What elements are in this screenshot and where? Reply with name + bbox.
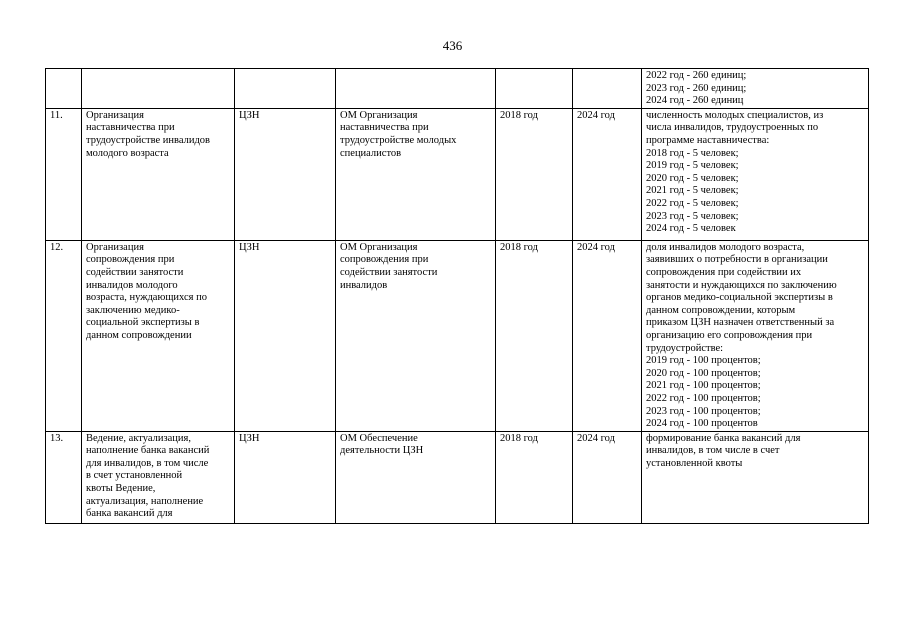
indicator-cell: доля инвалидов молодого возраста, заявивших о потребности в организации сопровождения при содействии их занятости и нуждающихся по заключению органов медико-социальной экспертизы в данном сопровождении, которым приказом ЦЗН назначен ответственный за организацию его сопровождения при трудоустройстве: 2019 год - 100 процентов; 2020 год - 100 процентов; 2021 год - 100 процентов; 2022 год - 100 процентов; 2023 год - 100 процентов; 2024 год - 100 процентов [642, 240, 869, 431]
activity-cell: Ведение, актуализация, наполнение банка вакансий для инвалидов, в том числе в счет установленной квоты Ведение, актуализация, наполнение банка вакансий для [82, 431, 235, 523]
row-number-cell: 13. [46, 431, 82, 523]
executor-cell [235, 69, 336, 109]
row-number-cell: 12. [46, 240, 82, 431]
activity-cell: Организация наставничества при трудоустройстве инвалидов молодого возраста [82, 108, 235, 240]
table-row [46, 108, 869, 240]
end-year-cell: 2024 год [573, 240, 642, 431]
activity-cell [82, 69, 235, 109]
executor-cell: ЦЗН [235, 240, 336, 431]
executor-cell: ЦЗН [235, 108, 336, 240]
end-year-cell: 2024 год [573, 431, 642, 523]
table-row [46, 431, 869, 523]
start-year-cell [496, 69, 573, 109]
table-row [46, 240, 869, 431]
page-number: 436 [442, 38, 463, 53]
main-measure-cell: ОМ Организация наставничества при трудоустройстве молодых специалистов [336, 108, 496, 240]
end-year-cell: 2024 год [573, 108, 642, 240]
executor-cell: ЦЗН [235, 431, 336, 523]
measures-table [45, 68, 869, 524]
start-year-cell: 2018 год [496, 431, 573, 523]
end-year-cell [573, 69, 642, 109]
indicator-cell: 2022 год - 260 единиц; 2023 год - 260 единиц; 2024 год - 260 единиц [642, 69, 869, 109]
indicator-cell: формирование банка вакансий для инвалидов, в том числе в счет установленной квоты [642, 431, 869, 523]
start-year-cell: 2018 год [496, 240, 573, 431]
table-row [46, 69, 869, 109]
row-number-cell: 11. [46, 108, 82, 240]
main-measure-cell: ОМ Организация сопровождения при содействии занятости инвалидов [336, 240, 496, 431]
main-measure-cell [336, 69, 496, 109]
start-year-cell: 2018 год [496, 108, 573, 240]
row-number-cell [46, 69, 82, 109]
activity-cell: Организация сопровождения при содействии занятости инвалидов молодого возраста, нуждающихся по заключению медико- социальной экспертизы в данном сопровождении [82, 240, 235, 431]
main-measure-cell: ОМ Обеспечение деятельности ЦЗН [336, 431, 496, 523]
indicator-cell: численность молодых специалистов, из числа инвалидов, трудоустроенных по программе наставничества: 2018 год - 5 человек; 2019 год - 5 человек; 2020 год - 5 человек; 2021 год - 5 человек; 2022 год - 5 человек; 2023 год - 5 человек; 2024 год - 5 человек [642, 108, 869, 240]
